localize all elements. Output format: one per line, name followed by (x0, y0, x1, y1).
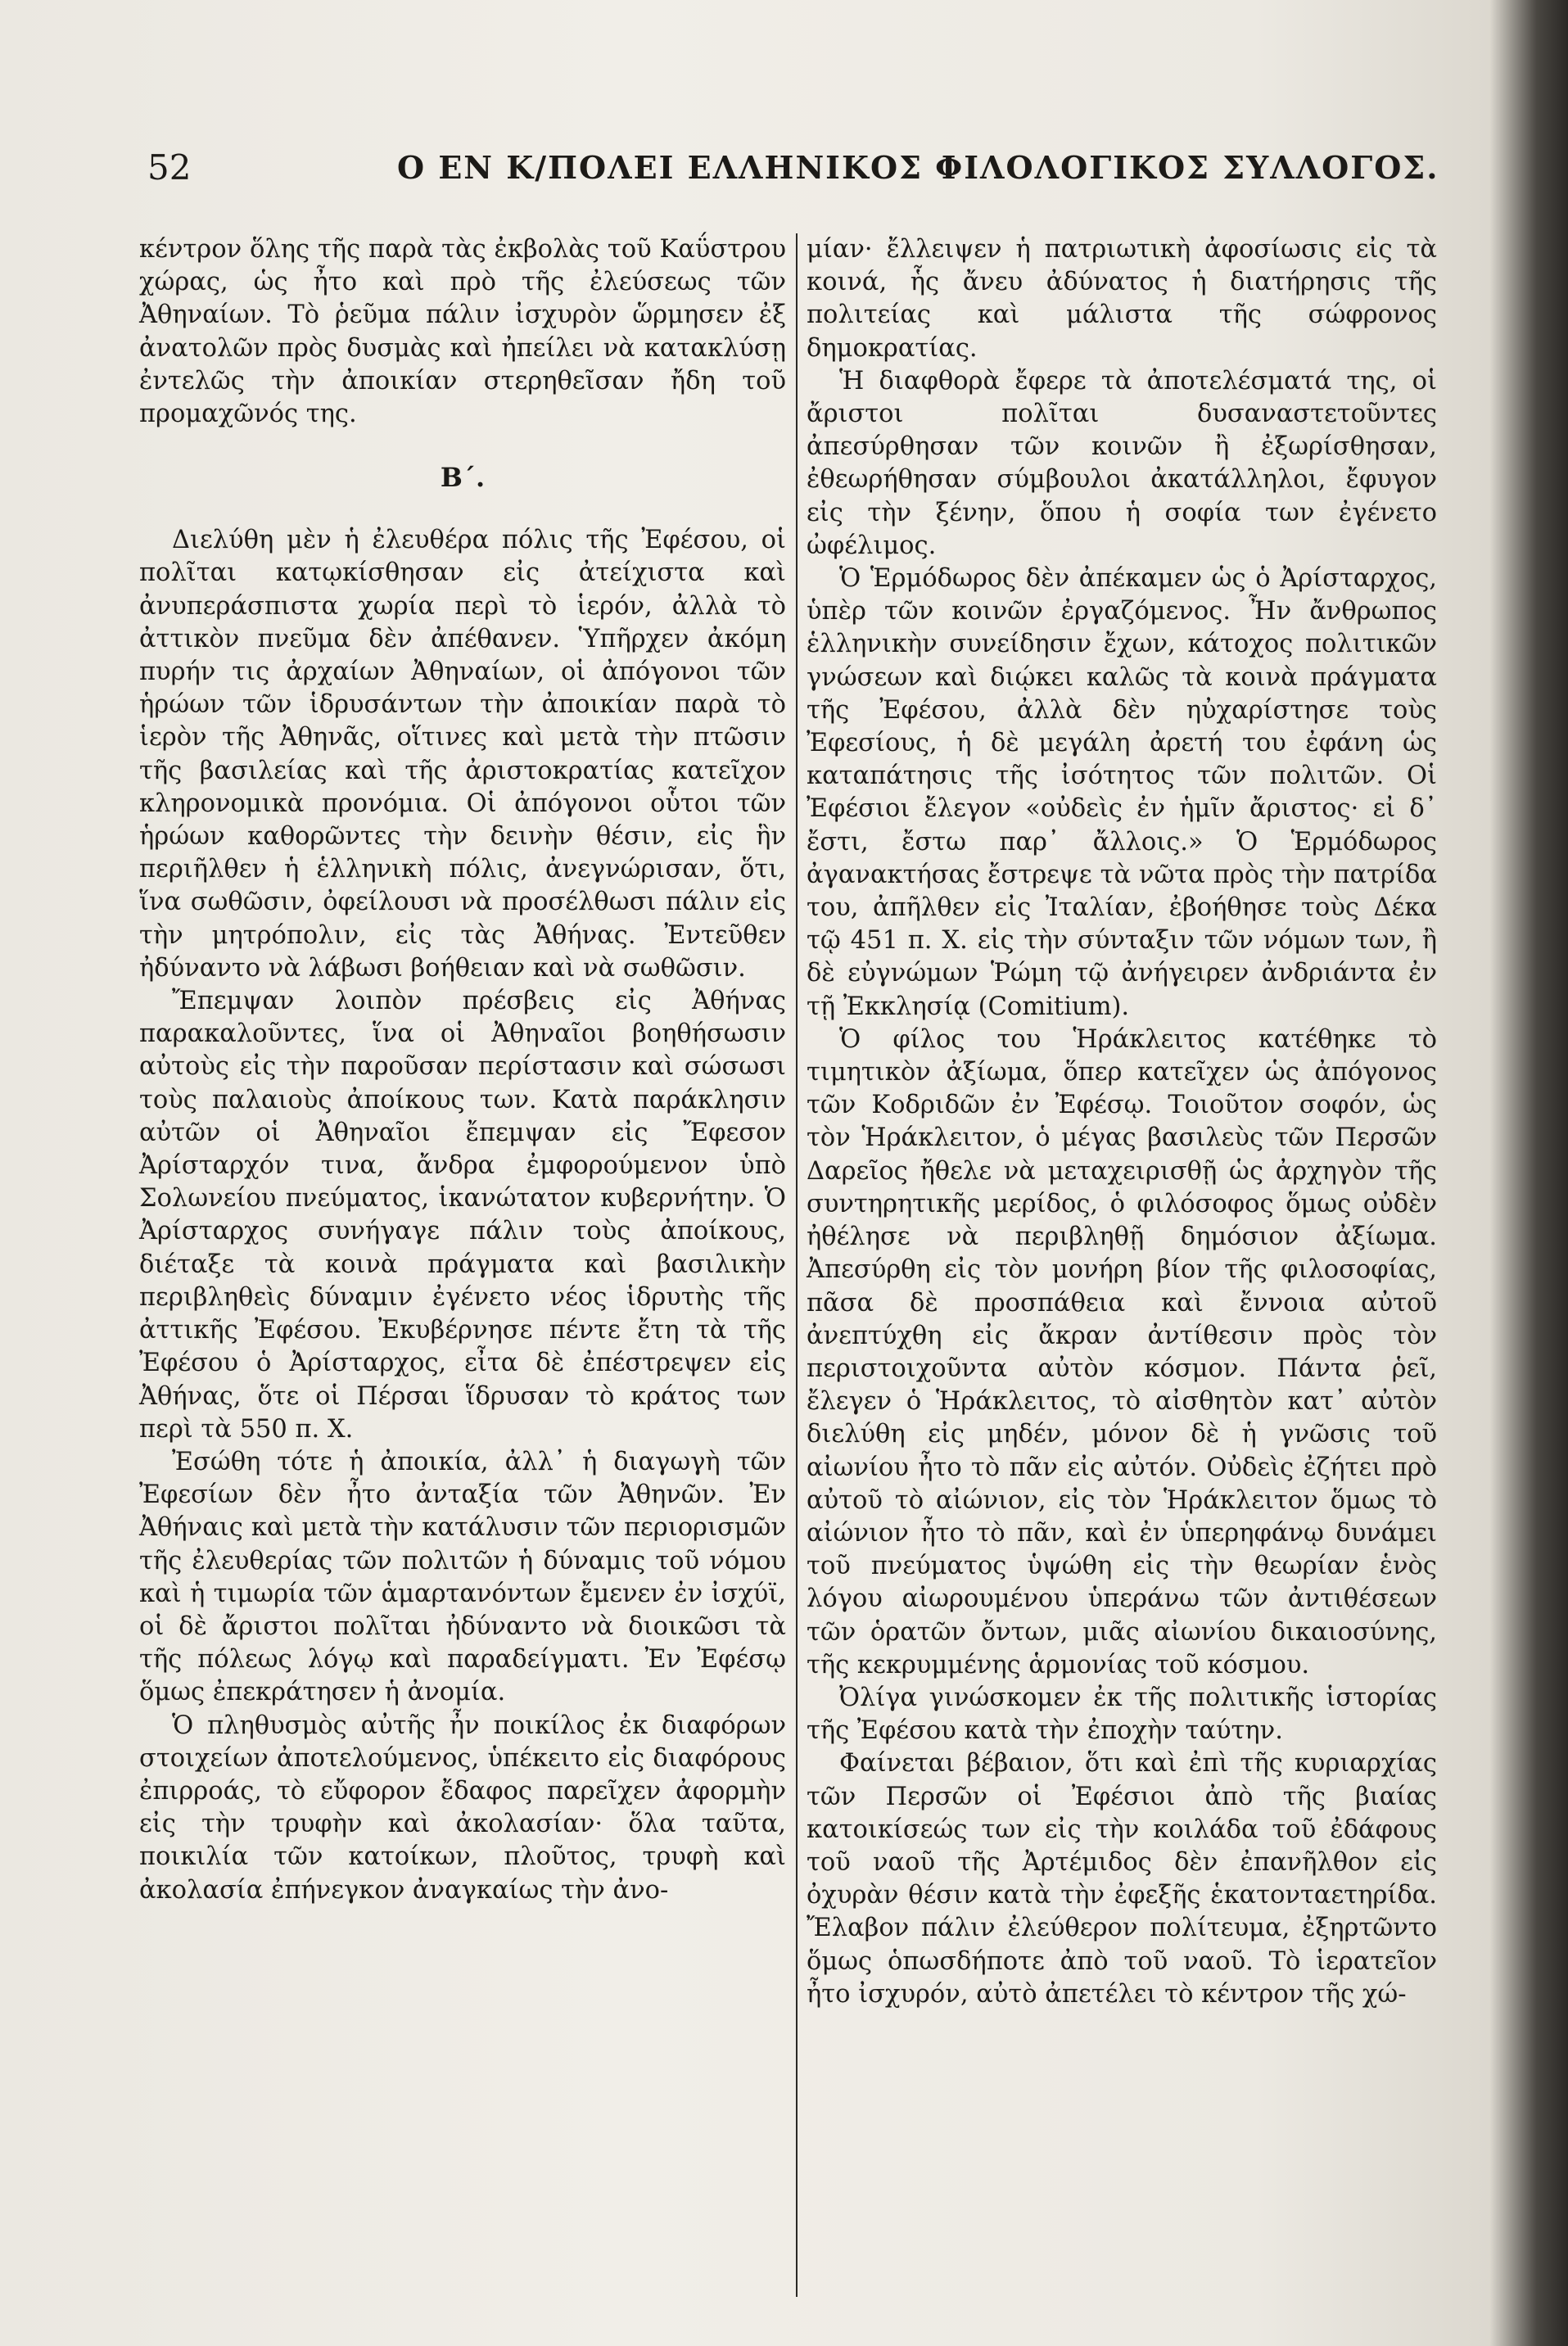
paragraph: Ἡ διαφθορὰ ἔφερε τὰ ἀποτελέσματά της, οἱ ἄριστοι πολῖται δυσαναστετοῦντες ἀπεσύρθησαν τῶν κοινῶν ἢ ἐξωρίσθησαν, ἐθεωρήθησαν σύμβουλοι ἀκατάλληλοι, ἔφυγον εἰς τὴν ξένην, ὅπου ἡ σοφία των ἐγένετο ὠφέλιμος. (807, 366, 1437, 560)
paragraph: Ὁ πληθυσμὸς αὐτῆς ἦν ποικίλος ἐκ διαφόρων στοιχείων ἀποτελούμενος, ὑπέκειτο εἰς διαφόρους ἐπιρροάς, τὸ εὔφορον ἔδαφος παρεῖχεν ἀφορμὴν εἰς τὴν τρυφὴν καὶ ἀκολασίαν· ὅλα ταῦτα, ποικιλία τῶν κατοίκων, πλοῦτος, τρυφὴ καὶ ἀκολασία ἐπήνεγκον ἀναγκαίως τὴν ἀνο- (139, 1711, 786, 1905)
paragraph: Ἐσώθη τότε ἡ ἀποικία, ἀλλ᾽ ἡ διαγωγὴ τῶν Ἐφεσίων δὲν ἦτο ἀνταξία τῶν Ἀθηνῶν. Ἐν Ἀθήναις καὶ μετὰ τὴν κατάλυσιν τῶν περιορισμῶν τῆς ἐλευθερίας τῶν πολιτῶν ἡ δύναμις τοῦ νόμου καὶ ἡ τιμωρία τῶν ἁμαρτανόντων ἔμενεν ἐν ἰσχύϊ, οἱ δὲ ἄριστοι πολῖται ἠδύναντο νὰ διοικῶσι τὰ τῆς πόλεως λόγῳ καὶ παραδείγματι. Ἐν Ἐφέσῳ ὅμως ἐπεκράτησεν ἡ ἀνομία. (139, 1447, 786, 1707)
column-divider (796, 233, 798, 2297)
paragraph: Ὁ φίλος του Ἡράκλειτος κατέθηκε τὸ τιμητικὸν ἀξίωμα, ὅπερ κατεῖχεν ὡς ἀπόγονος τῶν Κοδριδῶν ἐν Ἐφέσῳ. Τοιοῦτον σοφόν, ὡς τὸν Ἡράκλειτον, ὁ μέγας βασιλεὺς τῶν Περσῶν Δαρεῖος ἤθελε νὰ μεταχειρισθῇ ὡς ἀρχηγὸν τῆς συντηρητικῆς μερίδος, ὁ φιλόσοφος ὅμως οὐδὲν ἠθέλησε νὰ περιβληθῇ δημόσιον ἀξίωμα. Ἀπεσύρθη εἰς τὸν μονήρη βίον τῆς φιλοσοφίας, πᾶσα δὲ προσπάθεια καὶ ἔννοια αὐτοῦ ἀνεπτύχθη εἰς ἄκραν ἀντίθεσιν πρὸς τὸν περιστοιχοῦντα αὐτὸν κόσμον. Πάντα ῥεῖ, ἔλεγεν ὁ Ἡράκλειτος, τὸ αἰσθητὸν κατ᾽ αὐτὸν διελύθη εἰς μηδέν, μόνον δὲ ἡ γνῶσις τοῦ αἰωνίου ἦτο τὸ πᾶν εἰς αὐτόν. Οὐδεὶς ἐζήτει πρὸ αὐτοῦ τὸ αἰώνιον, εἰς τὸν Ἡράκλειτον ὅμως τὸ αἰώνιον ἦτο τὸ πᾶν, καὶ ἐν ὑπερηφάνῳ δυνάμει τοῦ πνεύματος ὑψώθη εἰς τὴν θεωρίαν ἑνὸς λόγου αἰωρουμένου ὑπεράνω τῶν ἀντιθέσεων τῶν ὁρατῶν ὄντων, μιᾶς αἰωνίου δικαιοσύνης, τῆς κεκρυμμένης ἁρμονίας τοῦ κόσμου. (807, 1024, 1437, 1679)
running-title: Ο ΕΝ Κ/ΠΟΛΕΙ ΕΛΛΗΝΙΚΟΣ ΦΙΛΟΛΟΓΙΚΟΣ ΣΥΛΛΟΓΟΣ. (397, 149, 1439, 186)
paragraph: Ὁ Ἑρμόδωρος δὲν ἀπέκαμεν ὡς ὁ Ἀρίσταρχος, ὑπὲρ τῶν κοινῶν ἐργαζόμενος. Ἦν ἄνθρωπος ἑλληνικὴν συνείδησιν ἔχων, κάτοχος πολιτικῶν γνώσεων καὶ διῴκει καλῶς τὰ κοινὰ πράγματα τῆς Ἐφέσου, ἀλλὰ δὲν ηὐχαρίστησε τοὺς Ἐφεσίους, ἡ δὲ μεγάλη ἀρετή του ἐφάνη ὡς καταπάτησις τῆς ἰσότητος τῶν πολιτῶν. Οἱ Ἐφέσιοι ἔλεγον «οὐδεὶς ἐν ἡμῖν ἄριστος· εἰ δ᾽ ἔστι, ἔστω παρ᾽ ἄλλοις.» Ὁ Ἑρμόδωρος ἀγανακτήσας ἔστρεψε τὰ νῶτα πρὸς τὴν πατρίδα του, ἀπῆλθεν εἰς Ἰταλίαν, ἐβοήθησε τοὺς Δέκα τῷ 451 π. Χ. εἰς τὴν σύνταξιν τῶν νόμων των, ἢ δὲ εὐγνώμων Ῥώμη τῷ ἀνήγειρεν ἀνδριάντα ἐν τῇ Ἐκκλησίᾳ (Comitium). (807, 564, 1437, 1021)
paragraph: μίαν· ἔλλειψεν ἡ πατριωτικὴ ἀφοσίωσις εἰς τὰ κοινά, ἧς ἄνευ ἀδύνατος ἡ διατήρησις τῆς πολιτείας καὶ μάλιστα τῆς σώφρονος δημοκρατίας. (807, 235, 1437, 363)
paragraph: Ὀλίγα γινώσκομεν ἐκ τῆς πολιτικῆς ἱστορίας τῆς Ἐφέσου κατὰ τὴν ἐποχὴν ταύτην. (807, 1683, 1437, 1746)
left-column (139, 233, 786, 1907)
paragraph: κέντρον ὅλης τῆς παρὰ τὰς ἐκβολὰς τοῦ Καΰστρου χώρας, ὡς ἦτο καὶ πρὸ τῆς ἐλεύσεως τῶν Ἀθηναίων. Τὸ ῥεῦμα πάλιν ἰσχυρὸν ὥρμησεν ἐξ ἀνατολῶν πρὸς δυσμὰς καὶ ἠπείλει νὰ κατακλύσῃ ἐντελῶς τὴν ἀποικίαν στερηθεῖσαν ἤδη τοῦ προμαχῶνός της. (139, 235, 786, 429)
page-header (147, 147, 1439, 197)
paragraph: Φαίνεται βέβαιον, ὅτι καὶ ἐπὶ τῆς κυριαρχίας τῶν Περσῶν οἱ Ἐφέσιοι ἀπὸ τῆς βιαίας κατοικίσεώς των εἰς τὴν κοιλάδα τοῦ ἐδάφους τοῦ ναοῦ τῆς Ἀρτέμιδος δὲν ἐπανῆλθον εἰς ὀχυρὰν θέσιν κατὰ τὴν ἐφεξῆς ἑκατονταετηρίδα. Ἔλαβον πάλιν ἐλεύθερον πολίτευμα, ἐξηρτῶντο ὅμως ὁπωσδήποτε ἀπὸ τοῦ ναοῦ. Τὸ ἱερατεῖον ἦτο ἰσχυρόν, αὐτὸ ἀπετέλει τὸ κέντρον τῆς χώ- (807, 1749, 1437, 2009)
paragraph: Διελύθη μὲν ἡ ἐλευθέρα πόλις τῆς Ἐφέσου, οἱ πολῖται κατῳκίσθησαν εἰς ἀτείχιστα καὶ ἀνυπεράσπιστα χωρία περὶ τὸ ἱερόν, ἀλλὰ τὸ ἀττικὸν πνεῦμα δὲν ἀπέθανεν. Ὑπῆρχεν ἀκόμη πυρήν τις ἀρχαίων Ἀθηναίων, οἱ ἀπόγονοι τῶν ἡρώων τῶν ἱδρυσάντων τὴν ἀποικίαν παρὰ τὸ ἱερὸν τῆς Ἀθηνᾶς, οἵτινες καὶ μετὰ τὴν πτῶσιν τῆς βασιλείας καὶ τῆς ἀριστοκρατίας κατεῖχον κληρονομικὰ προνόμια. Οἱ ἀπόγονοι οὗτοι τῶν ἡρώων καθορῶντες τὴν δεινὴν θέσιν, εἰς ἣν περιῆλθεν ἡ ἑλληνικὴ πόλις, ἀνεγνώρισαν, ὅτι, ἵνα σωθῶσιν, ὀφείλουσι νὰ προσέλθωσι πάλιν εἰς τὴν μητρόπολιν, εἰς τὰς Ἀθήνας. Ἐντεῦθεν ἠδύναντο νὰ λάβωσι βοήθειαν καὶ νὰ σωθῶσιν. (139, 526, 786, 983)
page-number: 52 (147, 147, 192, 188)
section-heading: Β΄. (440, 462, 486, 494)
paragraph: Ἔπεμψαν λοιπὸν πρέσβεις εἰς Ἀθήνας παρακαλοῦντες, ἵνα οἱ Ἀθηναῖοι βοηθήσωσιν αὐτοὺς εἰς τὴν παροῦσαν περίστασιν καὶ σώσωσι τοὺς παλαιοὺς ἀποίκους των. Κατὰ παράκλησιν αὐτῶν οἱ Ἀθηναῖοι ἔπεμψαν εἰς Ἔφεσον Ἀρίσταρχόν τινα, ἄνδρα ἐμφορούμενον ὑπὸ Σολωνείου πνεύματος, ἱκανώτατον κυβερνήτην. Ὁ Ἀρίσταρχος συνήγαγε πάλιν τοὺς ἀποίκους, διέταξε τὰ κοινὰ πράγματα καὶ βασιλικὴν περιβληθεὶς δύναμιν ἐγένετο νέος ἱδρυτὴς τῆς ἀττικῆς Ἐφέσου. Ἐκυβέρνησε πέντε ἔτη τὰ τῆς Ἐφέσου ὁ Ἀρίσταρχος, εἶτα δὲ ἐπέστρεψεν εἰς Ἀθήνας, ὅτε οἱ Πέρσαι ἵδρυσαν τὸ κράτος των περὶ τὰ 550 π. Χ. (139, 987, 786, 1444)
right-column (807, 233, 1437, 2011)
